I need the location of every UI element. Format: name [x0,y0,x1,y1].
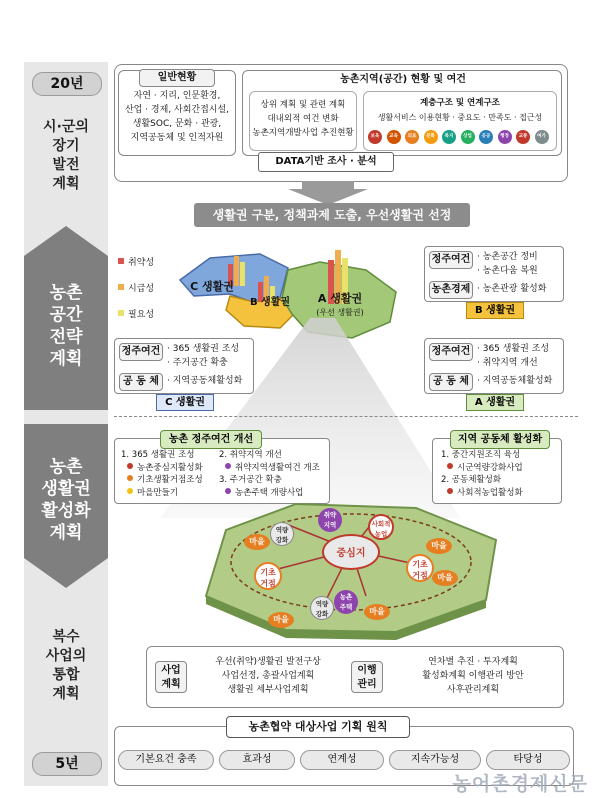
living-col-2 [219,449,329,499]
service-icon-9: 여가 [535,130,549,144]
node-village-1: 마을 [244,534,270,550]
integrated-plan-box [146,646,564,708]
c-panel-text-community: · 지역공동체활성화 [167,376,243,386]
node-village-3: 마을 [426,538,452,554]
legend-urgency: 시급성 [118,283,198,296]
a-panel-text-living: · 365 생활권 조성 · 취약지역 개선 [477,344,550,368]
general-status-items: 자연 · 지리, 인문환경, 산업 · 경제, 사회간접시설, 생활SOC, 문화 · 관광, 지역공동체 및 인적자원 [124,91,230,143]
living-improvement-title: 농촌 정주여건 개선 [160,430,262,449]
year-20-badge: 20년 [32,72,102,96]
community-title: 지역 공동체 활성화 [450,430,550,449]
map-label-a: A 생활권 [317,292,363,305]
general-status-title: 일반현황 [139,69,215,87]
b-panel [424,246,564,302]
year-5-badge: 5년 [32,752,102,776]
c-panel-tag-living: 정주여건 [119,343,163,361]
a-panel-text-community: · 지역공동체활성화 [477,376,553,386]
principle-pill-0: 기본요건 충족 [118,750,214,770]
living-col1-bullet-2 [127,475,133,481]
policy-banner: 생활권 구분, 정책과제 도출, 우선생활권 선정 [194,203,470,227]
living-col2-item-1: 취약지역생활여건 개조 [219,462,329,475]
upper-plan-box [249,91,357,151]
service-usage-text: 생활서비스 이용현황 · 중요도 · 만족도 · 접근성 [377,113,543,122]
data-survey-text: DATA기반 조사 · 분석 [275,156,377,167]
implementation-text: 연차별 추진 · 투자계획 활성화계획 이행관리 방안 사후관리계획 [422,657,524,695]
service-icon-5: 상업 [461,130,475,144]
node-village-2: 마을 [268,612,294,628]
principle-pill-4: 타당성 [486,750,570,770]
phase-integrated-plan: 복수 사업의 통합 계획 [45,629,87,702]
rural-status-box [242,70,562,156]
living-col1-item-0: 1. 365 생활권 조성 [121,450,195,460]
community-col [441,449,561,499]
node-vulnerable: 취약 지역 [318,508,342,532]
community-item-0: 1. 중간지원조직 육성 [441,450,521,460]
living-col2-item-3: 농촌주택 개량사업 [219,487,329,500]
map-label-c: C 생활권 [190,280,234,293]
service-icon-2: 의료 [405,130,419,144]
project-plan-text: 우선(취약)생활권 발전구상 사업선정, 총괄사업계획 생활권 세부사업계획 [215,657,321,695]
b-panel-tag-living: 정주여건 [429,251,473,269]
principle-pill-3: 지속가능성 [389,750,481,770]
community-bullet-1 [447,463,453,469]
living-col1-item-3: 마을만들기 [121,487,221,500]
node-base-right: 기초 거점 [406,554,434,582]
community-item-1: 시군역량강화사업 [441,462,561,475]
living-col2-item-0: 2. 취약지역 개선 [219,450,282,460]
principle-title: 농촌협약 대상사업 기획 원칙 [248,720,388,733]
community-item-3: 사회적농업활성화 [441,487,561,500]
living-col2-bullet-1 [225,463,231,469]
legend-orange-swatch [118,284,124,290]
service-icon-6: 공공 [479,130,493,144]
living-col1-item-2: 기초생활거점조성 [121,474,221,487]
phase-long-term-plan: 시·군의 장기 발전 계획 [43,119,89,192]
service-icon-4: 복지 [442,130,456,144]
service-icon-3: 문화 [424,130,438,144]
living-col1-bullet-1 [127,463,133,469]
a-panel-tag-community: 공 동 체 [429,373,473,391]
community-item-2: 2. 공동체활성화 [441,475,502,485]
a-panel-label: A 생활권 [466,394,524,411]
down-arrow-icon [288,181,368,205]
living-col2-bullet-3 [225,488,231,494]
service-icon-1: 교육 [387,130,401,144]
service-icon-0: 보육 [368,130,382,144]
watermark: 농어촌경제신문 [452,773,588,795]
node-social-farming: 사회적 농업 [368,514,394,540]
living-col1-item-1: 농촌중심지활성화 [121,462,221,475]
service-icon-8: 교통 [516,130,530,144]
phase-sidebar [24,62,108,786]
node-capacity-1: 역량 강화 [270,522,294,546]
a-panel-tag-living: 정주여건 [429,343,473,361]
service-icon-row [368,130,554,146]
data-survey-box [258,152,394,172]
b-panel-tag-economy: 농촌경제 [429,281,473,299]
project-plan-tag: 사업 계획 [155,661,187,693]
living-col1-bullet-3 [127,488,133,494]
node-village-4: 마을 [432,570,458,586]
hierarchy-box [363,91,557,151]
c-panel-text-living: · 365 생활권 조성 · 주거공간 확충 [167,344,240,368]
node-housing: 농촌 주택 [334,590,358,614]
c-panel-label: C 생활권 [156,394,214,411]
service-icon-7: 행정 [498,130,512,144]
c-panel-tag-community: 공 동 체 [119,373,163,391]
b-panel-text-living: · 농촌공간 정비 · 농촌다움 복원 [477,252,538,276]
section-divider [114,416,578,417]
principle-title-box [226,716,410,738]
node-base-left: 기초 거점 [254,562,282,590]
node-capacity-2: 역량 강화 [310,596,334,620]
map-label-b: B 생활권 [249,297,291,308]
node-village-5: 마을 [364,604,390,620]
map-label-a-sub: (우선 생활권) [316,308,364,317]
legend-red-swatch [118,258,124,264]
b-panel-label: B 생활권 [466,302,524,319]
legend-yellow-swatch [118,310,124,316]
phase-activation-plan: 농촌 생활권 활성화 계획 [41,457,91,543]
living-col-1 [121,449,221,499]
rural-status-title: 농촌지역(공간) 현황 및 여건 [340,74,466,85]
principle-pill-2: 연계성 [300,750,384,770]
implementation-tag: 이행 관리 [351,661,383,693]
hierarchy-text: 계층구조 및 연계구조 [420,98,500,108]
legend-necessity: 필요성 [118,309,198,322]
legend-vulnerability: 취약성 [118,257,198,270]
community-bullet-3 [447,488,453,494]
phase-spatial-strategy: 농촌 공간 전략 계획 [49,283,83,369]
b-panel-text-economy: · 농촌관광 활성화 [477,284,547,294]
principle-pill-1: 효과성 [219,750,295,770]
upper-plan-text: 상위 계획 및 관련 계획 대내외적 여건 변화 농촌지역개발사업 추진현황 [252,100,354,138]
node-center: 중심지 [322,534,380,570]
living-col2-item-2: 3. 주거공간 확충 [219,475,282,485]
general-status-box [118,70,236,156]
